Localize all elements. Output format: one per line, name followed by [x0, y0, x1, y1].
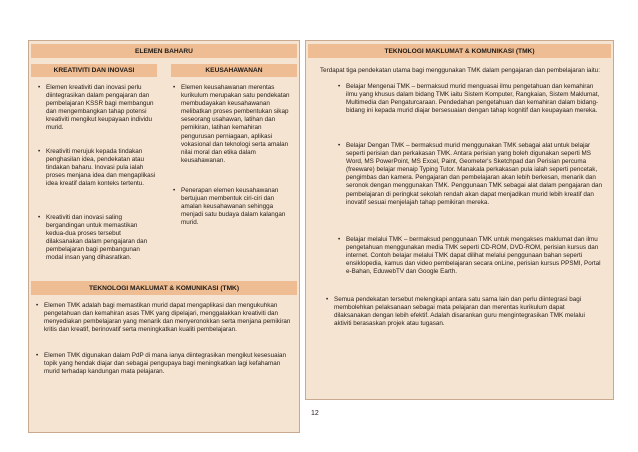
right-item-1-text: Belajar Mengenai TMK – bermaksud murid menguasai ilmu pengetahuan dan kemahiran ilmu yang khusus dalam bidang TMK iaitu Sistem Komputer, Rangkaian, Sistem Maklumat, Multimedia dan Pengaturcaraan. Pendedahan pengetahuan dan kemahiran dalam bidang-bidang ini kepada murid diajar bersesuaian dengan tahap kognitif dan keupayaan mereka. [346, 83, 600, 115]
keusahawanan-item-1-text: Elemen keusahawanan merentas kurikulum merupakan satu pendekatan membudayakan keusahawanan melibatkan proses pembentukan sikap seseorang usahawan, latihan dan pemikiran, latihan kemahiran pengurusan perniagaan, aplikasi vokasional dan teknologi serta amalan nilai moral dan etika dalam keusahawanan. [181, 84, 290, 164]
right-intro: Terdapat tiga pendekatan utama bagi menggunakan TMK dalam pengajaran dan pembelajaran iaitu: [320, 67, 600, 74]
bullet-icon: • [173, 187, 176, 194]
kreativiti-item-3 [38, 214, 158, 263]
right-item-3-text: Belajar melalui TMK – bermaksud penggunaan TMK untuk mengakses maklumat dan ilmu pengetahuan menggunakan media TMK seperti CD-ROM, DVD-ROM, perisian kursus dan internet. Contoh belajar melalui TMK dapat dilihat melalui penggunaan bahan seperti ensiklopedia, kamus dan video pembelajaran secara onLine, perisian kursus PPSMI, Portal e-Bahan, EduwebTV dan Google Earth. [346, 236, 601, 276]
right-item-3 [338, 236, 604, 276]
right-final-item [326, 296, 602, 328]
bullet-icon: • [173, 84, 176, 91]
keusahawanan-header: KEUSAHAWANAN [171, 64, 297, 77]
right-item-1 [338, 83, 604, 115]
left-tmk-item-2-text: Elemen TMK digunakan dalam PdP di mana ianya diintegrasikan mengikut kesesuaian topik yang hendak diajar dan sebagai pengupaya bagi meningkatkan lagi kefahaman murid terhadap kandungan mata pelajaran. [44, 352, 286, 376]
bullet-icon: • [38, 148, 41, 155]
bullet-icon: • [38, 214, 41, 221]
bullet-icon: • [338, 83, 341, 90]
page-number: 12 [311, 410, 319, 417]
keusahawanan-item-2-text: Penerapan elemen keusahawanan bertujuan membentuk ciri-ciri dan amalan keusahawanan sehingga menjadi satu budaya dalam kalangan murid. [181, 187, 286, 227]
elemen-baharu-title: ELEMEN BAHARU [31, 44, 297, 58]
right-item-2 [338, 142, 606, 207]
left-tmk-header: TEKNOLOGI MAKLUMAT & KOMUNIKASI (TMK) [31, 281, 297, 295]
kreativiti-item-3-text: Kreativiti dan inovasi saling bergandingan untuk memastikan kedua-dua proses tersebut dilaksanakan dalam pengajaran dan pembelajaran bagi pembangunan modal insan yang dihasratkan. [46, 214, 148, 262]
bullet-icon: • [36, 302, 39, 309]
bullet-icon: • [326, 296, 329, 303]
bullet-icon: • [36, 352, 39, 359]
left-tmk-item-1-text: Elemen TMK adalah bagi memastikan murid dapat mengaplikasi dan mengukuhkan pengetahuan dan kemahiran asas TMK yang dipelajari, menggalakkan kreativiti dan menyediakan pembelajaran yang menarik dan menyeronokkan serta menjana pemikiran kritis dan kreatif, berinovatif serta meningkatkan kualiti pembelajaran. [44, 302, 291, 334]
left-tmk-item-1 [36, 302, 298, 334]
kreativiti-item-2 [38, 148, 156, 188]
left-tmk-item-2 [36, 352, 294, 376]
keusahawanan-item-1 [173, 84, 293, 165]
bullet-icon: • [338, 142, 341, 149]
kreativiti-header: KREATIVITI DAN INOVASI [31, 64, 157, 77]
kreativiti-item-1-text: Elemen kreativiti dan inovasi perlu diintegrasikan dalam pengajaran dan pembelajaran KSSR bagi membangun dan mengembangkan tahap potensi kreativiti mengikut keupayaan individu murid. [46, 84, 154, 132]
right-final-item-text: Semua pendekatan tersebut melengkapi antara satu sama lain dan perlu diintegrasi bagi membolehkan pelaksanaan sebagai mata pelajaran dan merentas kurikulum dapat dilaksanakan dengan lebih efektif. Adalah disarankan guru mengintegrasikan TMK melalui aktiviti berasaskan projek atau tugasan. [334, 296, 585, 328]
right-item-2-text: Belajar Dengan TMK – bermaksud murid menggunakan TMK sebagai alat untuk belajar seperti perisian dan perkakasan TMK. Antara perisian yang boleh digunakan seperti MS Word, MS PowerPoint, MS Excel, Paint, Geometer's Sketchpad dan Perisian percuma (freeware) belajar menaip Typing Tutor. Manakala perkakasan pula ialah seperti pencetak, pengimbas dan kamera. Pengajaran dan pembelajaran akan lebih berkesan, menarik dan seronok dengan menggunakan TMK. Penggunaan TMK sebagai alat dalam pengajaran dan pembelajaran di peringkat sekolah rendah akan dapat menjadikan murid lebih kreatif dan inovatif sesuai menjelajah tahap pemikiran mereka. [346, 142, 603, 206]
kreativiti-item-2-text: Kreativiti merujuk kepada tindakan penghasilan idea, pendekatan atau tindakan baharu. Inovasi pula ialah proses menjana idea dan mengaplikasi idea kreatif dalam konteks tertentu. [46, 148, 156, 188]
bullet-icon: • [338, 236, 341, 243]
right-tmk-header: TEKNOLOGI MAKLUMAT & KOMUNIKASI (TMK) [308, 44, 611, 58]
kreativiti-item-1 [38, 84, 156, 133]
bullet-icon: • [38, 84, 41, 91]
keusahawanan-item-2 [173, 187, 291, 227]
